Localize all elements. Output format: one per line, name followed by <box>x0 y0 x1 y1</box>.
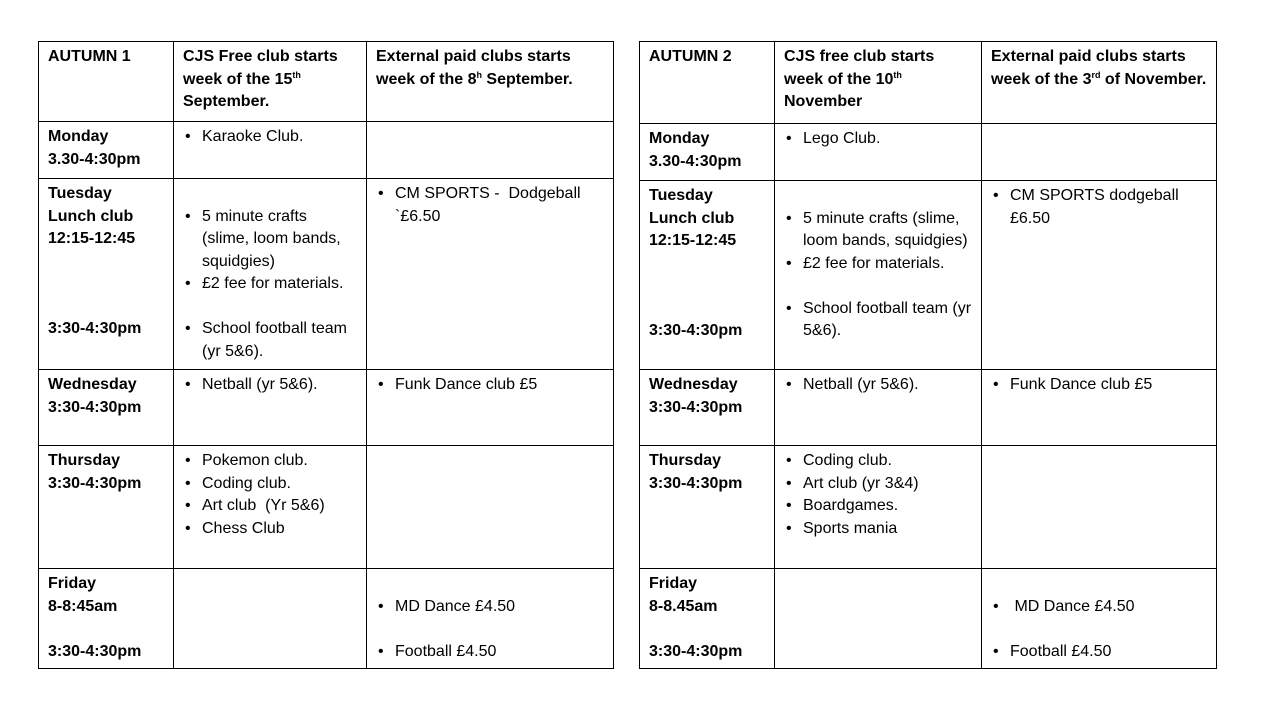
day-label: Thursday <box>649 452 722 469</box>
time-label: 8-8.45am <box>649 597 718 615</box>
day-cell <box>39 446 174 569</box>
paid-header-month: of November. <box>1100 70 1207 88</box>
club-item: • Funk Dance club £5 <box>395 374 604 397</box>
term-header <box>640 42 775 124</box>
day-cell <box>39 122 174 179</box>
day-label: Wednesday <box>649 376 738 393</box>
club-item: • Funk Dance club £5 <box>1010 374 1207 397</box>
free-club-cell <box>174 446 367 569</box>
day-label: Tuesday <box>649 187 713 204</box>
club-item: • Coding club. <box>202 473 357 496</box>
day-cell <box>640 446 775 569</box>
free-club-cell <box>174 569 367 669</box>
club-item: • Art club (yr 3&4) <box>803 473 972 496</box>
paid-header-text: External paid clubs starts week of the 8 <box>376 48 571 88</box>
time-label: 3:30-4:30pm <box>48 320 142 337</box>
time-label: 3:30-4:30pm <box>48 474 142 492</box>
day-label: Monday <box>649 130 710 147</box>
time-label: 3:30-4:30pm <box>649 642 743 660</box>
club-item: • Pokemon club. <box>202 450 357 473</box>
paid-club-cell <box>367 122 614 179</box>
free-club-cell <box>775 124 982 181</box>
club-item: • MD Dance £4.50 <box>1010 596 1207 619</box>
time-label: 8-8:45am <box>48 597 118 615</box>
header-row <box>39 42 614 122</box>
paid-club-cell <box>367 179 614 370</box>
club-item: • Art club (Yr 5&6) <box>202 495 357 518</box>
club-item: • Lego Club. <box>803 128 972 151</box>
free-club-header <box>174 42 367 122</box>
wednesday-row <box>640 370 1217 446</box>
paid-club-cell <box>982 181 1217 370</box>
term-label: AUTUMN 1 <box>48 48 131 65</box>
paid-header-sup: rd <box>1091 69 1101 80</box>
free-header-sup: th <box>893 69 902 80</box>
time-label: 3.30-4:30pm <box>649 152 742 170</box>
club-item: • Boardgames. <box>803 495 972 518</box>
friday-row <box>39 569 614 669</box>
club-item: • Chess Club <box>202 518 357 541</box>
free-club-cell <box>174 370 367 446</box>
free-club-cell <box>775 569 982 669</box>
free-header-month: September. <box>183 93 270 110</box>
day-cell <box>640 181 775 370</box>
paid-club-cell <box>367 569 614 669</box>
day-cell <box>640 569 775 669</box>
free-club-cell <box>174 122 367 179</box>
club-item: • CM SPORTS - Dodgeball `£6.50 <box>395 183 604 228</box>
free-club-cell <box>775 370 982 446</box>
paid-club-header <box>367 42 614 122</box>
day-cell <box>640 124 775 181</box>
paid-club-cell <box>982 124 1217 181</box>
paid-club-header <box>982 42 1217 124</box>
day-label: Friday <box>649 575 698 592</box>
paid-header-text: External paid clubs starts week of the 3 <box>991 48 1186 88</box>
paid-club-cell <box>982 446 1217 569</box>
paid-club-cell <box>367 446 614 569</box>
club-item: • Karaoke Club. <box>202 126 357 149</box>
header-row <box>640 42 1217 124</box>
thursday-row <box>39 446 614 569</box>
club-item: • Netball (yr 5&6). <box>803 374 972 397</box>
free-club-cell <box>174 179 367 370</box>
paid-header-month: September. <box>481 70 573 88</box>
day-cell <box>39 569 174 669</box>
day-label: Thursday <box>48 452 121 469</box>
day-label: Friday <box>48 575 97 592</box>
club-item: • 5 minute crafts (slime, loom bands, squidgies) <box>202 206 357 274</box>
club-item: • CM SPORTS dodgeball £6.50 <box>1010 185 1207 230</box>
club-item: • £2 fee for materials. <box>202 273 357 296</box>
time-label: 12:15-12:45 <box>649 232 737 249</box>
club-item: • Coding club. <box>803 450 972 473</box>
club-item: • School football team (yr 5&6). <box>202 318 357 363</box>
time-label: 12:15-12:45 <box>48 230 136 247</box>
lunch-club-label: Lunch club <box>649 209 735 227</box>
club-item: • £2 fee for materials. <box>803 253 972 276</box>
paid-header-sup: h <box>476 69 482 80</box>
club-item: • School football team (yr 5&6). <box>803 298 972 343</box>
time-label: 3:30-4:30pm <box>649 322 743 339</box>
club-item: • MD Dance £4.50 <box>395 596 604 619</box>
day-cell <box>39 370 174 446</box>
day-label: Monday <box>48 128 109 145</box>
autumn1-table <box>38 41 614 669</box>
free-header-month: November <box>784 93 863 110</box>
paid-club-cell <box>982 569 1217 669</box>
term-header <box>39 42 174 122</box>
day-cell <box>39 179 174 370</box>
club-item: • Netball (yr 5&6). <box>202 374 357 397</box>
day-label: Wednesday <box>48 376 137 393</box>
friday-row <box>640 569 1217 669</box>
free-header-sup: th <box>292 69 301 80</box>
tuesday-row <box>640 181 1217 370</box>
time-label: 3.30-4:30pm <box>48 150 141 168</box>
thursday-row <box>640 446 1217 569</box>
free-club-cell <box>775 181 982 370</box>
tuesday-row <box>39 179 614 370</box>
time-label: 3:30-4:30pm <box>48 398 142 416</box>
time-label: 3:30-4:30pm <box>48 642 142 660</box>
free-club-cell <box>775 446 982 569</box>
paid-club-cell <box>367 370 614 446</box>
time-label: 3:30-4:30pm <box>649 398 743 416</box>
autumn2-table <box>639 41 1217 669</box>
term-label: AUTUMN 2 <box>649 48 732 65</box>
monday-row <box>640 124 1217 181</box>
lunch-club-label: Lunch club <box>48 207 134 225</box>
monday-row <box>39 122 614 179</box>
club-item: • Football £4.50 <box>1010 641 1207 664</box>
wednesday-row <box>39 370 614 446</box>
day-cell <box>640 370 775 446</box>
time-label: 3:30-4:30pm <box>649 474 743 492</box>
club-item: • Football £4.50 <box>395 641 604 664</box>
day-label: Tuesday <box>48 185 112 202</box>
free-header-text: CJS free club starts week of the 10 <box>784 48 935 88</box>
free-club-header <box>775 42 982 124</box>
paid-club-cell <box>982 370 1217 446</box>
club-item: • 5 minute crafts (slime, loom bands, squidgies) <box>803 208 972 253</box>
free-header-text: CJS Free club starts week of the 15 <box>183 48 338 88</box>
club-item: • Sports mania <box>803 518 972 541</box>
